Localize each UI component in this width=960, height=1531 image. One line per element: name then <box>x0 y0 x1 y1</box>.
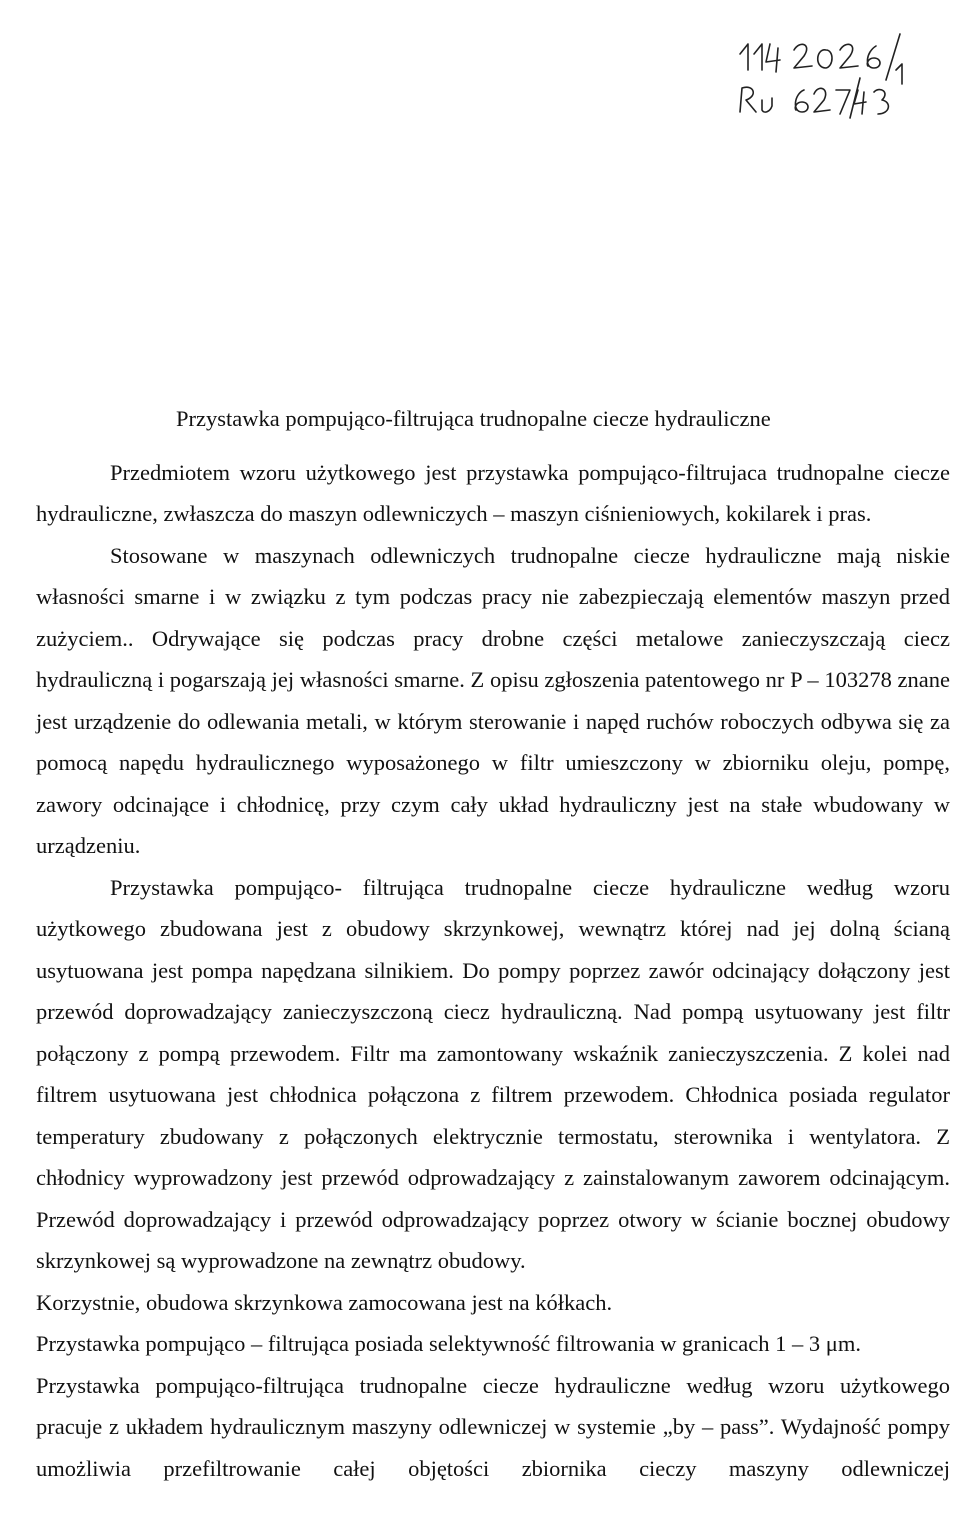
handwritten-annotation <box>700 14 930 124</box>
paragraph-subject: Przedmiotem wzoru użytkowego jest przystawka pompująco-filtrujaca trudnopalne ciecze hydrauliczne, zwłaszcza do maszyn odlewniczych – maszyn ciśnieniowych, kokilarek i pras. <box>36 459 950 526</box>
document-title: Przystawka pompująco-filtrująca trudnopalne ciecze hydrauliczne <box>176 406 771 431</box>
paragraph-background: Stosowane w maszynach odlewniczych trudnopalne ciecze hydrauliczne mają niskie własności smarne i w związku z tym podczas pracy nie zabezpieczają elementów maszyn przed zużyciem.. Odrywające się podczas pracy drobne części metalowe zanieczyszczają ciecz hydrauliczną i pogarszają jej własności smarne. Z opisu zgłoszenia patentowego nr P – 103278 znane jest urządzenie do odlewania metali, w którym sterowanie i napęd ruchów roboczych odbywa się za pomocą napędu hydraulicznego wyposażonego w filtr umieszczony w zbiorniku oleju, pompę, zawory odcinające i chłodnicę, przy czym cały układ hydrauliczny jest na stałe wbudowany w urządzeniu. <box>36 542 950 858</box>
document-body <box>36 398 950 1489</box>
paragraph-construction: Przystawka pompująco- filtrująca trudnopalne ciecze hydrauliczne według wzoru użytkowego zbudowana jest z obudowy skrzynkowej, wewnątrz której nad jej dolną ścianą usytuowana jest pompa napędzana silnikiem. Do pompy poprzez zawór odcinający dołączony jest przewód doprowadzający zanieczyszczoną ciecz hydrauliczną. Nad pompą usytuowany jest filtr połączony z pompą przewodem. Filtr ma zamontowany wskaźnik zanieczyszczenia. Z kolei nad filtrem usytuowana jest chłodnica połączona z filtrem przewodem. Chłodnica posiada regulator temperatury zbudowany z połączonych elektrycznie termostatu, sterownika i wentylatora. Z chłodnicy wyprowadzony jest przewód odprowadzający z zainstalowanym zaworem odcinającym. Przewód doprowadzający i przewód odprowadzający poprzez otwory w ścianie bocznej obudowy skrzynkowej są wyprowadzone na zewnątrz obudowy. <box>36 874 950 1273</box>
paragraph-selectivity: Przystawka pompująco – filtrująca posiada selektywność filtrowania w granicach 1 – 3 μm. <box>36 1331 861 1356</box>
handwritten-annotation-graphic <box>700 14 930 124</box>
paragraph-bypass: Przystawka pompująco-filtrująca trudnopalne ciecze hydrauliczne według wzoru użytkowego pracuje z układem hydraulicznym maszyny odlewniczej w systemie „by – pass”. Wydajność pompy umożliwia przefiltrowanie całej objętości zbiornika cieczy maszyny odlewniczej <box>36 1372 950 1481</box>
paragraph-wheels: Korzystnie, obudowa skrzynkowa zamocowana jest na kółkach. <box>36 1289 613 1315</box>
